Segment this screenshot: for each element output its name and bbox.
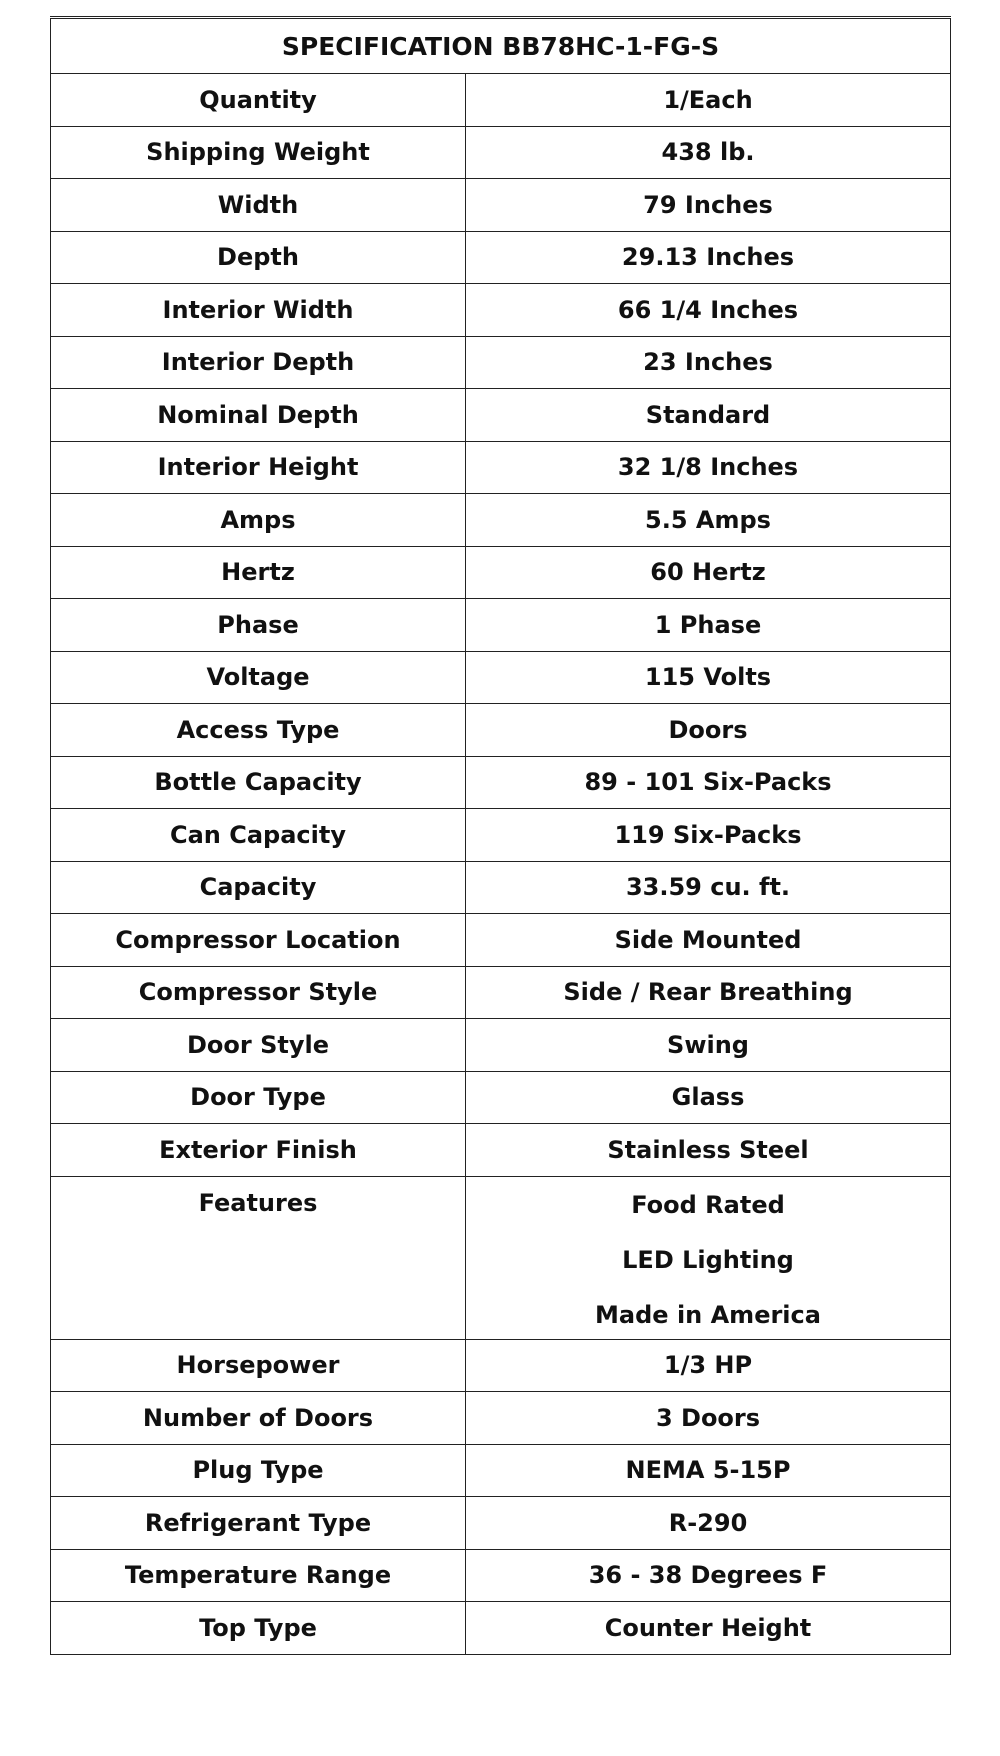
spec-value: 1/3 HP — [466, 1339, 951, 1392]
spec-value: 29.13 Inches — [466, 231, 951, 284]
spec-value: Doors — [466, 704, 951, 757]
spec-value: Stainless Steel — [466, 1124, 951, 1177]
spec-value: NEMA 5-15P — [466, 1444, 951, 1497]
spec-value: 1 Phase — [466, 599, 951, 652]
spec-label: Number of Doors — [51, 1392, 466, 1445]
spec-value: 36 - 38 Degrees F — [466, 1549, 951, 1602]
table-row — [51, 756, 951, 809]
spec-label: Quantity — [51, 74, 466, 127]
spec-label: Width — [51, 179, 466, 232]
table-row — [51, 599, 951, 652]
spec-table — [50, 16, 951, 1655]
spec-label: Voltage — [51, 651, 466, 704]
spec-label: Compressor Style — [51, 966, 466, 1019]
spec-value-line: LED Lighting — [622, 1245, 794, 1274]
spec-value: 32 1/8 Inches — [466, 441, 951, 494]
table-row — [51, 966, 951, 1019]
table-row — [51, 1602, 951, 1655]
spec-value: 23 Inches — [466, 336, 951, 389]
spec-value: 119 Six-Packs — [466, 809, 951, 862]
table-row — [51, 179, 951, 232]
table-row — [51, 704, 951, 757]
table-row — [51, 914, 951, 967]
table-row — [51, 1497, 951, 1550]
spec-value: Glass — [466, 1071, 951, 1124]
table-row — [51, 1019, 951, 1072]
table-row — [51, 1549, 951, 1602]
table-row — [51, 1071, 951, 1124]
spec-label: Interior Width — [51, 284, 466, 337]
spec-value: Standard — [466, 389, 951, 442]
spec-value: Counter Height — [466, 1602, 951, 1655]
table-row — [51, 126, 951, 179]
table-row — [51, 441, 951, 494]
spec-label: Horsepower — [51, 1339, 466, 1392]
spec-label: Access Type — [51, 704, 466, 757]
spec-value: Side Mounted — [466, 914, 951, 967]
spec-label: Amps — [51, 494, 466, 547]
spec-label: Hertz — [51, 546, 466, 599]
table-title: SPECIFICATION BB78HC-1-FG-S — [51, 18, 951, 74]
spec-value: 1/Each — [466, 74, 951, 127]
table-row — [51, 284, 951, 337]
table-row — [51, 1444, 951, 1497]
table-row — [51, 546, 951, 599]
table-row — [51, 1339, 951, 1392]
spec-label: Refrigerant Type — [51, 1497, 466, 1550]
spec-label: Features — [51, 1176, 466, 1339]
table-row — [51, 809, 951, 862]
table-row — [51, 389, 951, 442]
spec-label: Interior Height — [51, 441, 466, 494]
spec-label: Compressor Location — [51, 914, 466, 967]
spec-value: Swing — [466, 1019, 951, 1072]
spec-label: Bottle Capacity — [51, 756, 466, 809]
table-row — [51, 651, 951, 704]
spec-value: 438 lb. — [466, 126, 951, 179]
table-row — [51, 74, 951, 127]
table-row — [51, 336, 951, 389]
table-row — [51, 1124, 951, 1177]
spec-value: 89 - 101 Six-Packs — [466, 756, 951, 809]
table-row — [51, 1392, 951, 1445]
spec-label: Door Style — [51, 1019, 466, 1072]
spec-value: 79 Inches — [466, 179, 951, 232]
spec-value: 3 Doors — [466, 1392, 951, 1445]
title-row — [51, 18, 951, 74]
spec-label: Plug Type — [51, 1444, 466, 1497]
table-row — [51, 1176, 951, 1339]
spec-label: Phase — [51, 599, 466, 652]
table-row — [51, 231, 951, 284]
spec-label: Temperature Range — [51, 1549, 466, 1602]
spec-label: Can Capacity — [51, 809, 466, 862]
spec-value: 33.59 cu. ft. — [466, 861, 951, 914]
table-row — [51, 861, 951, 914]
spec-label: Exterior Finish — [51, 1124, 466, 1177]
spec-label: Depth — [51, 231, 466, 284]
spec-label: Shipping Weight — [51, 126, 466, 179]
spec-label: Nominal Depth — [51, 389, 466, 442]
spec-value: 66 1/4 Inches — [466, 284, 951, 337]
spec-value-line: Made in America — [595, 1300, 821, 1329]
spec-label: Top Type — [51, 1602, 466, 1655]
spec-value-line: Food Rated — [631, 1190, 785, 1219]
spec-value: R-290 — [466, 1497, 951, 1550]
spec-value: 60 Hertz — [466, 546, 951, 599]
spec-label: Interior Depth — [51, 336, 466, 389]
spec-label: Capacity — [51, 861, 466, 914]
spec-body — [51, 74, 951, 1655]
spec-value: 5.5 Amps — [466, 494, 951, 547]
spec-value — [466, 1176, 951, 1339]
spec-value: 115 Volts — [466, 651, 951, 704]
spec-label: Door Type — [51, 1071, 466, 1124]
table-row — [51, 494, 951, 547]
spec-value: Side / Rear Breathing — [466, 966, 951, 1019]
